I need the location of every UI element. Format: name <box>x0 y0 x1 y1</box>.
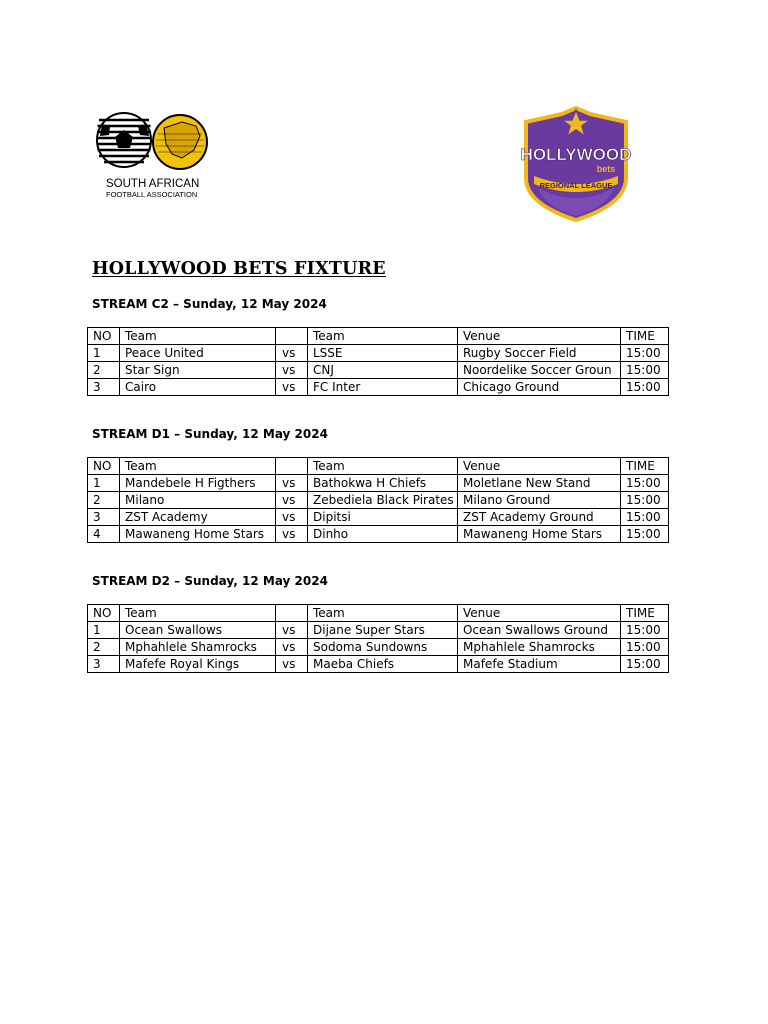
away-team: Dipitsi <box>308 509 458 526</box>
kickoff-time: 15:00 <box>621 475 669 492</box>
away-team: LSSE <box>308 345 458 362</box>
header-team: Team <box>120 605 276 622</box>
venue: Mphahlele Shamrocks <box>458 639 621 656</box>
away-team: Dijane Super Stars <box>308 622 458 639</box>
fixture-no: 3 <box>88 509 120 526</box>
header-no: NO <box>88 458 120 475</box>
header-vs <box>276 458 308 475</box>
header-team: Team <box>308 605 458 622</box>
away-team: Maeba Chiefs <box>308 656 458 673</box>
hollywood-logo-bets: bets <box>596 164 616 174</box>
home-team: Mphahlele Shamrocks <box>120 639 276 656</box>
kickoff-time: 15:00 <box>621 639 669 656</box>
home-team: Star Sign <box>120 362 276 379</box>
home-team: Mandebele H Figthers <box>120 475 276 492</box>
vs-label: vs <box>276 622 308 639</box>
venue: Mawaneng Home Stars <box>458 526 621 543</box>
header-team: Team <box>308 328 458 345</box>
hollywood-logo-word: HOLLYWOOD <box>520 145 632 164</box>
table-row <box>88 639 669 656</box>
table-row <box>88 622 669 639</box>
stream-heading: STREAM D2 – Sunday, 12 May 2024 <box>92 574 328 588</box>
header-time: TIME <box>621 458 669 475</box>
safa-logo <box>96 108 216 202</box>
page-title: HOLLYWOOD BETS FIXTURE <box>92 259 386 279</box>
home-team: Mafefe Royal Kings <box>120 656 276 673</box>
vs-label: vs <box>276 526 308 543</box>
away-team: Dinho <box>308 526 458 543</box>
table-row <box>88 492 669 509</box>
kickoff-time: 15:00 <box>621 622 669 639</box>
vs-label: vs <box>276 656 308 673</box>
header-team: Team <box>120 458 276 475</box>
home-team: Peace United <box>120 345 276 362</box>
vs-label: vs <box>276 492 308 509</box>
fixture-no: 2 <box>88 492 120 509</box>
vs-label: vs <box>276 379 308 396</box>
vs-label: vs <box>276 509 308 526</box>
venue: ZST Academy Ground <box>458 509 621 526</box>
venue: Mafefe Stadium <box>458 656 621 673</box>
venue: Milano Ground <box>458 492 621 509</box>
kickoff-time: 15:00 <box>621 526 669 543</box>
header-venue: Venue <box>458 328 621 345</box>
fixture-no: 1 <box>88 345 120 362</box>
table-header-row <box>88 328 669 345</box>
header-vs <box>276 605 308 622</box>
venue: Chicago Ground <box>458 379 621 396</box>
kickoff-time: 15:00 <box>621 492 669 509</box>
header-no: NO <box>88 328 120 345</box>
kickoff-time: 15:00 <box>621 362 669 379</box>
header-team: Team <box>120 328 276 345</box>
away-team: FC Inter <box>308 379 458 396</box>
venue: Moletlane New Stand <box>458 475 621 492</box>
away-team: CNJ <box>308 362 458 379</box>
table-header-row <box>88 458 669 475</box>
header-venue: Venue <box>458 458 621 475</box>
kickoff-time: 15:00 <box>621 509 669 526</box>
home-team: Cairo <box>120 379 276 396</box>
table-header-row <box>88 605 669 622</box>
table-row <box>88 656 669 673</box>
header-vs <box>276 328 308 345</box>
soccer-ball-icon <box>97 113 151 167</box>
table-row <box>88 362 669 379</box>
fixture-table <box>87 327 669 396</box>
fixture-no: 2 <box>88 639 120 656</box>
vs-label: vs <box>276 639 308 656</box>
table-row <box>88 475 669 492</box>
fixture-no: 2 <box>88 362 120 379</box>
home-team: Ocean Swallows <box>120 622 276 639</box>
away-team: Sodoma Sundowns <box>308 639 458 656</box>
kickoff-time: 15:00 <box>621 345 669 362</box>
fixture-no: 1 <box>88 622 120 639</box>
kickoff-time: 15:00 <box>621 656 669 673</box>
table-row <box>88 345 669 362</box>
fixture-table <box>87 457 669 543</box>
away-team: Zebediela Black Pirates <box>308 492 458 509</box>
africa-map-icon <box>153 115 207 169</box>
fixture-table <box>87 604 669 673</box>
venue: Ocean Swallows Ground <box>458 622 621 639</box>
header-team: Team <box>308 458 458 475</box>
home-team: ZST Academy <box>120 509 276 526</box>
venue: Noordelike Soccer Groun <box>458 362 621 379</box>
venue: Rugby Soccer Field <box>458 345 621 362</box>
header-time: TIME <box>621 605 669 622</box>
fixture-no: 3 <box>88 656 120 673</box>
vs-label: vs <box>276 475 308 492</box>
stream-heading: STREAM D1 – Sunday, 12 May 2024 <box>92 427 328 441</box>
fixture-no: 1 <box>88 475 120 492</box>
home-team: Mawaneng Home Stars <box>120 526 276 543</box>
fixture-no: 3 <box>88 379 120 396</box>
hollywood-logo-banner: REGIONAL LEAGUE <box>539 181 613 190</box>
kickoff-time: 15:00 <box>621 379 669 396</box>
safa-logo-line1: SOUTH AFRICAN <box>106 178 200 190</box>
table-row <box>88 379 669 396</box>
vs-label: vs <box>276 362 308 379</box>
table-row <box>88 509 669 526</box>
header-time: TIME <box>621 328 669 345</box>
vs-label: vs <box>276 345 308 362</box>
fixture-no: 4 <box>88 526 120 543</box>
away-team: Bathokwa H Chiefs <box>308 475 458 492</box>
hollywood-bets-logo <box>508 104 644 222</box>
header-no: NO <box>88 605 120 622</box>
stream-heading: STREAM C2 – Sunday, 12 May 2024 <box>92 297 327 311</box>
header-venue: Venue <box>458 605 621 622</box>
safa-logo-line2: FOOTBALL ASSOCIATION <box>106 190 198 199</box>
home-team: Milano <box>120 492 276 509</box>
table-row <box>88 526 669 543</box>
